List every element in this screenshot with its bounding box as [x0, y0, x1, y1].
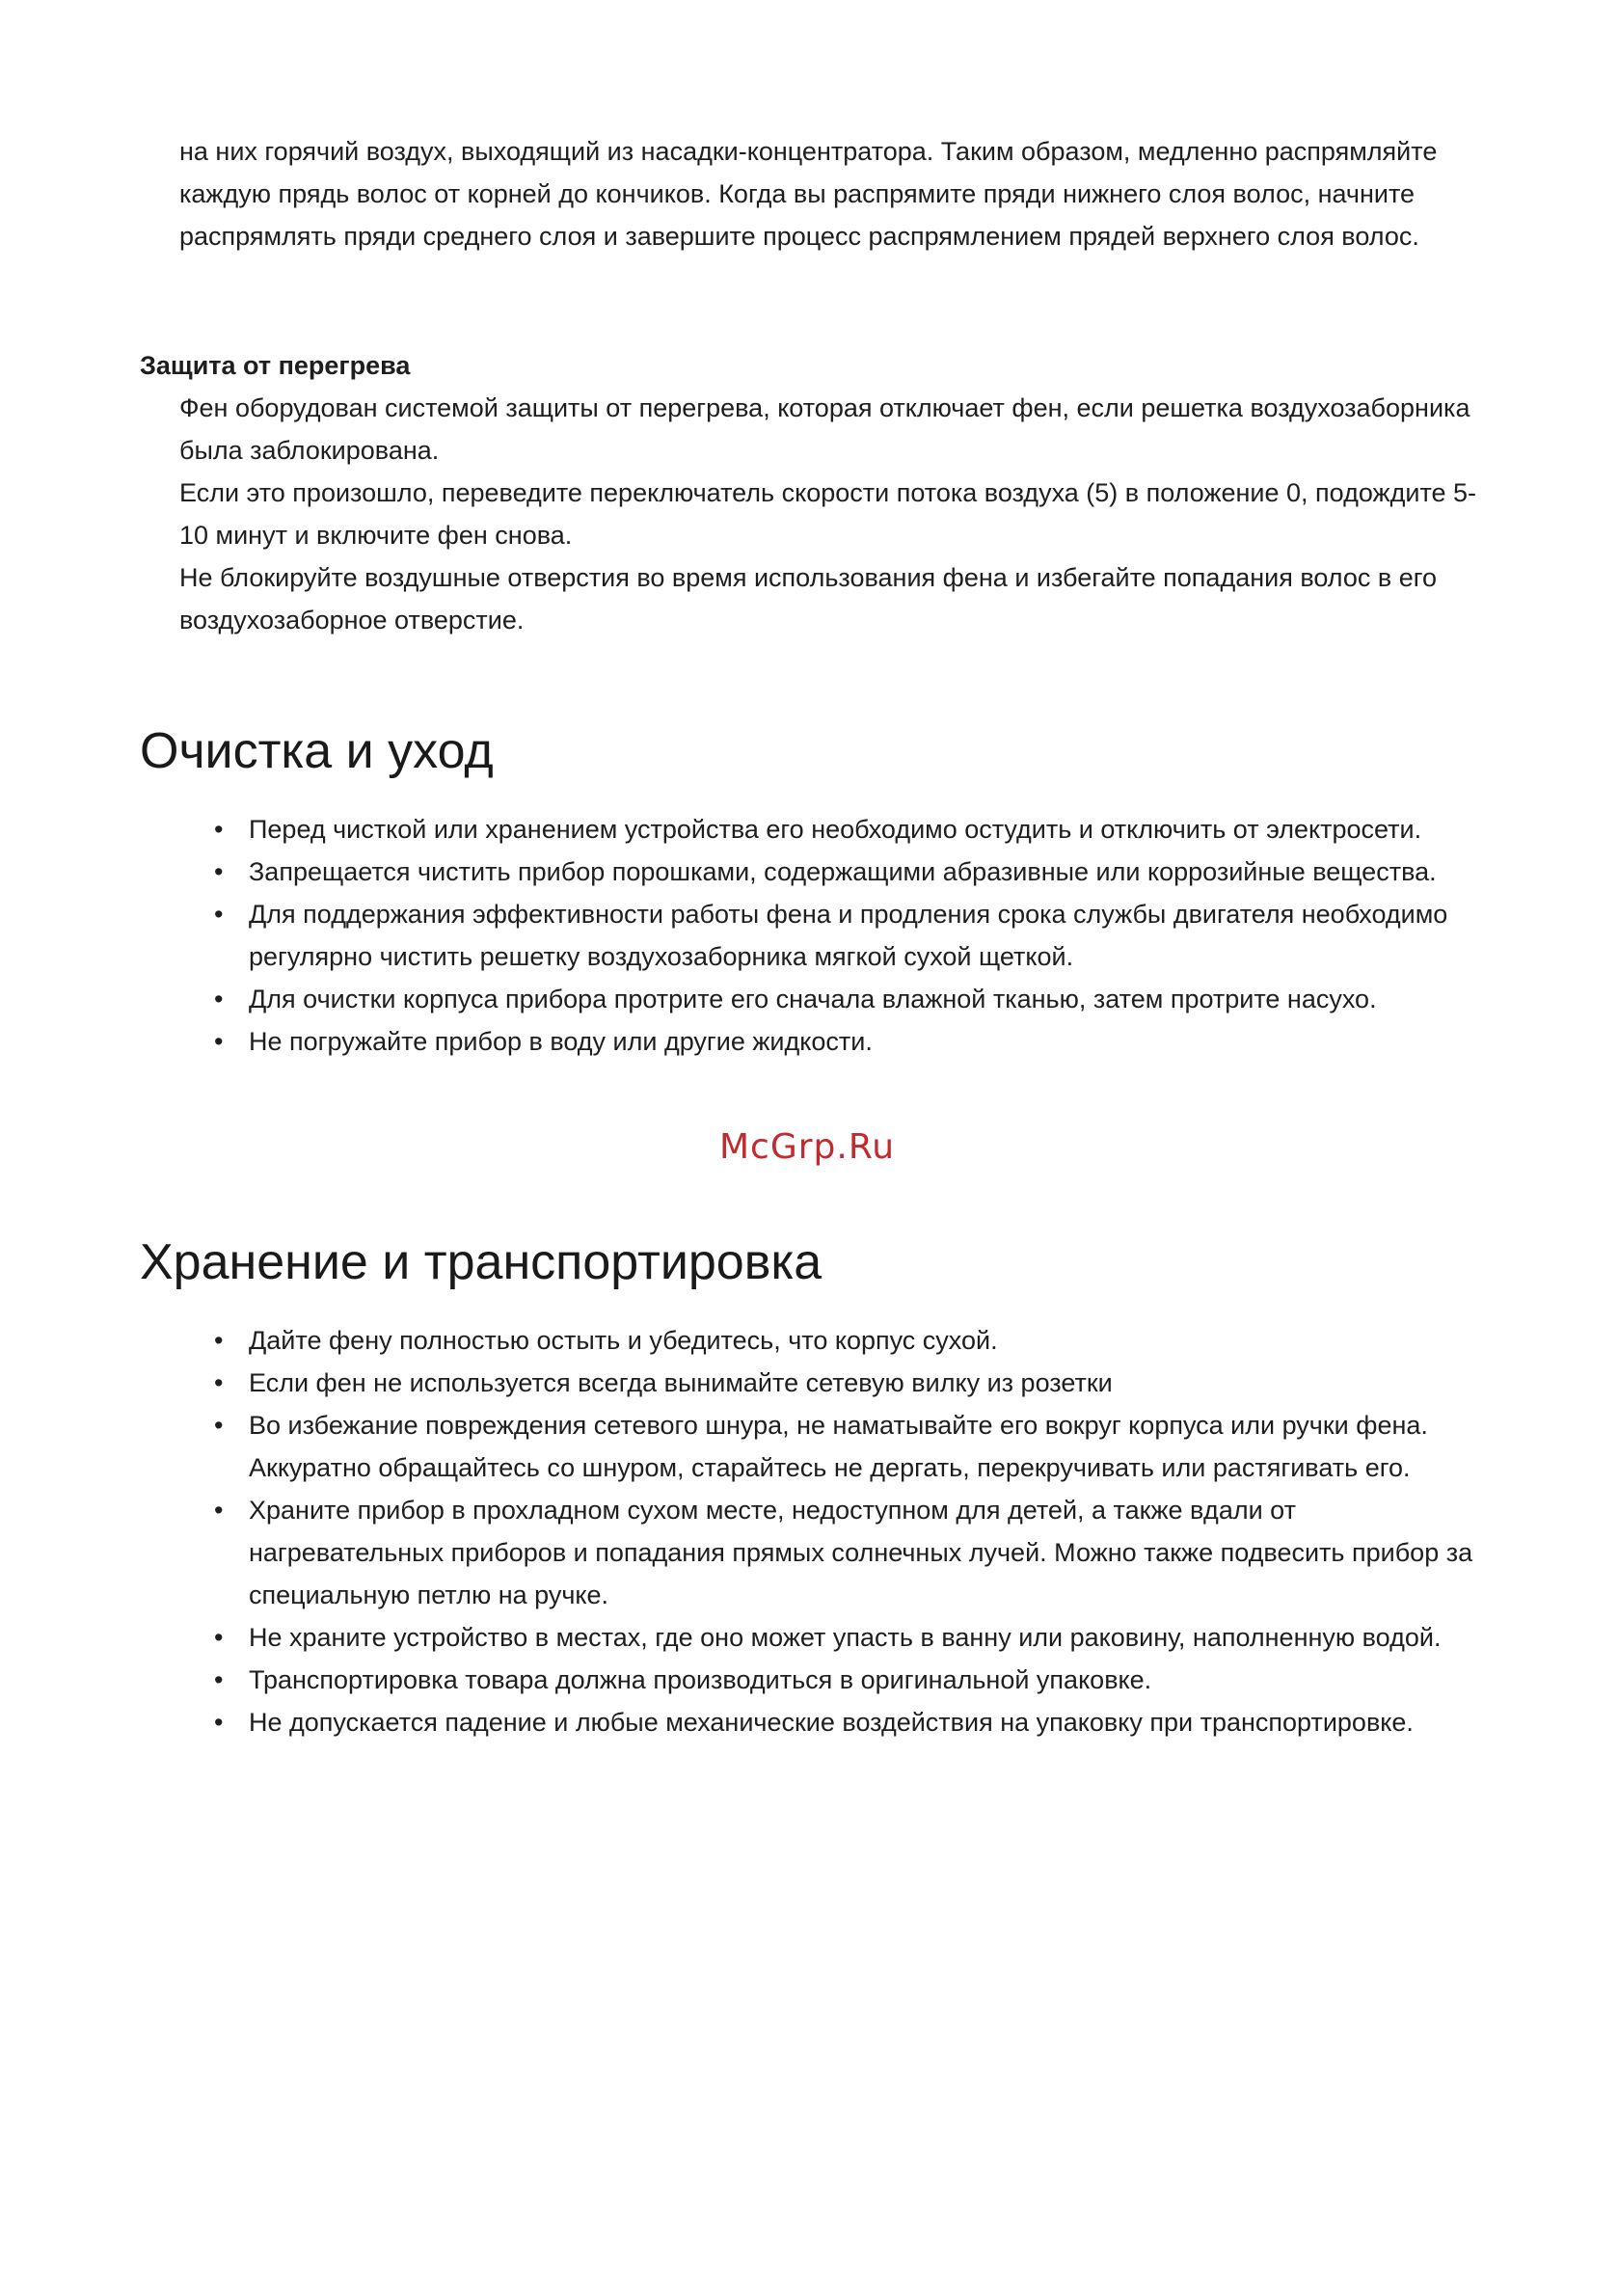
- storage-list: [214, 1319, 1497, 1743]
- cleaning-list-item: • Перед чисткой или хранением устройства его необходимо остудить и отключить от электросети.: [214, 808, 1497, 851]
- overheat-paragraph: Фен оборудован системой защиты от перегрева, которая отключает фен, если решетка воздухозаборника была заблокирована.: [179, 393, 1470, 465]
- intro-paragraph: на них горячий воздух, выходящий из насадки-концентратора. Таким образом, медленно распрямляйте каждую прядь волос от корней до кончиков. Когда вы распрямите пряди нижнего слоя волос, начните распрямлять пряди среднего слоя и завершите процесс распрямлением прядей верхнего слоя волос.: [179, 137, 1438, 251]
- overheat-heading: Защита от перегрева: [140, 351, 411, 380]
- cleaning-list-item: • Для поддержания эффективности работы фена и продления срока службы двигателя необходимо регулярно чистить решетку воздухозаборника мягкой сухой щеткой.: [214, 893, 1497, 978]
- watermark-text: McGrp.Ru: [719, 1127, 896, 1167]
- storage-list-item: • Во избежание повреждения сетевого шнура, не наматывайте его вокруг корпуса или ручки фена. Аккуратно обращайтесь со шнуром, старайтесь не дергать, перекручивать или растягивать его.: [214, 1404, 1497, 1489]
- overheat-section: [179, 387, 1491, 641]
- overheat-paragraph: Не блокируйте воздушные отверстия во время использования фена и избегайте попадания волос в его воздухозаборное отверстие.: [179, 563, 1438, 635]
- storage-list-item: • Транспортировка товара должна производиться в оригинальной упаковке.: [214, 1659, 1497, 1701]
- cleaning-list: [214, 808, 1497, 1063]
- storage-list-item: • Храните прибор в прохладном сухом месте, недоступном для детей, а также вдали от нагревательных приборов и попадания прямых солнечных лучей. Можно также подвесить прибор за специальную петлю на ручке.: [214, 1489, 1497, 1616]
- cleaning-title: Очистка и уход: [140, 723, 494, 779]
- cleaning-list-item: • Не погружайте прибор в воду или другие жидкости.: [214, 1020, 1497, 1063]
- storage-list-item: • Не допускается падение и любые механические воздействия на упаковку при транспортировке.: [214, 1701, 1497, 1743]
- cleaning-list-item: • Запрещается чистить прибор порошками, содержащими абразивные или коррозийные вещества.: [214, 851, 1497, 893]
- storage-list-item: • Не храните устройство в местах, где оно может упасть в ванну или раковину, наполненную водой.: [214, 1616, 1497, 1659]
- storage-list-item: • Если фен не используется всегда вынимайте сетевую вилку из розетки: [214, 1362, 1497, 1404]
- storage-title: Хранение и транспортировка: [140, 1234, 822, 1290]
- cleaning-list-item: • Для очистки корпуса прибора протрите его сначала влажной тканью, затем протрите насухо.: [214, 978, 1497, 1020]
- overheat-paragraph: Если это произошло, переведите переключатель скорости потока воздуха (5) в положение 0, подождите 5-10 минут и включите фен снова.: [179, 478, 1477, 550]
- storage-list-item: • Дайте фену полностью остыть и убедитесь, что корпус сухой.: [214, 1319, 1497, 1362]
